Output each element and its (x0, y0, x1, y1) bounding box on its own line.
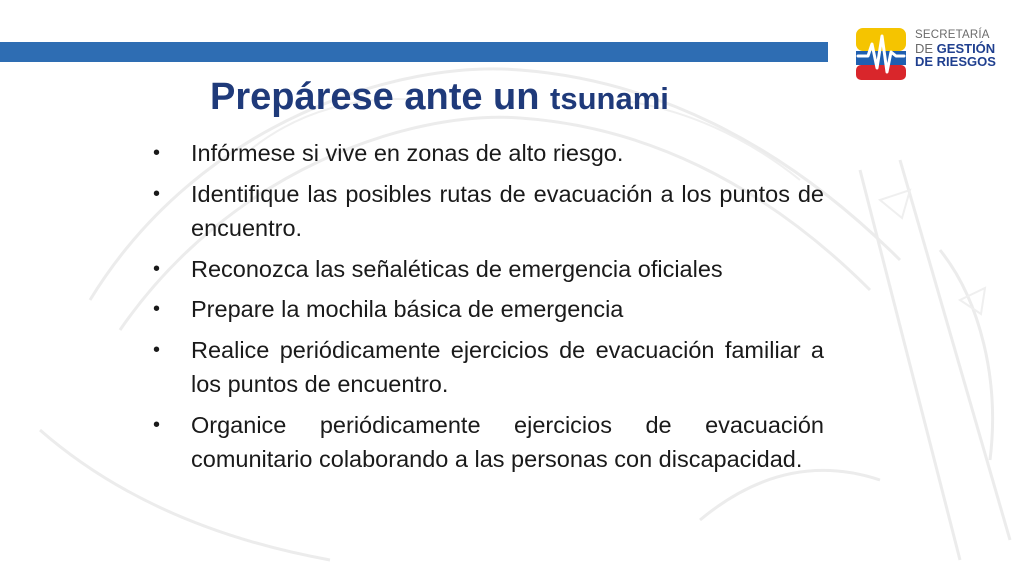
bullet-text: Identifique las posibles rutas de evacuación a los puntos de encuentro. (191, 180, 824, 241)
bullet-text: Prepare la mochila básica de emergencia (191, 296, 624, 322)
slide-title (210, 76, 669, 119)
logo-line-riesgos: DE RIESGOS (915, 54, 996, 69)
bullet-text: Realice periódicamente ejercicios de evacuación familiar a los puntos de encuentro. (191, 336, 824, 397)
bullet-text: Organice periódicamente ejercicios de evacuación comunitario colaborando a las personas con discapacidad. (191, 411, 824, 472)
logo-line2-strong: GESTIÓN (936, 41, 996, 56)
logo-line-secretaria: SECRETARÍA (915, 29, 990, 41)
bullet-marker: • (153, 298, 161, 320)
bullet-item (150, 292, 824, 327)
header-accent-bar (0, 42, 828, 62)
logo-line2-prefix: DE (915, 41, 937, 56)
bullet-marker: • (153, 142, 161, 164)
bullet-marker: • (153, 257, 161, 280)
bullet-item (150, 408, 824, 477)
slide-title-main: Prepárese ante un (210, 76, 551, 118)
bullet-marker: • (153, 338, 161, 361)
bullet-text: Infórmese si vive en zonas de alto riesgo. (191, 140, 624, 166)
bullet-marker: • (153, 182, 161, 205)
slide-title-last: tsunami (550, 81, 669, 116)
logo-mark-icon (856, 28, 906, 80)
bullet-item (150, 333, 824, 402)
bullet-item (150, 136, 824, 171)
bullet-marker: • (153, 413, 161, 436)
secretaria-logo (856, 28, 1006, 80)
bullet-item (150, 252, 824, 287)
bullet-item (150, 177, 824, 246)
bullet-list (150, 136, 824, 483)
bullet-text: Reconozca las señaléticas de emergencia oficiales (191, 255, 723, 282)
